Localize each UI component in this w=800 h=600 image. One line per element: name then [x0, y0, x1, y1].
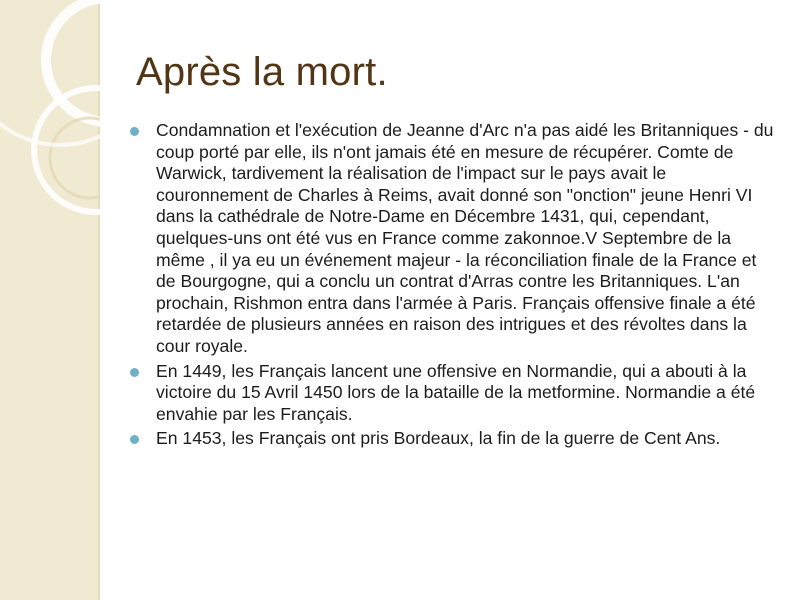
bullet-text: En 1453, les Français ont pris Bordeaux, la fin de la guerre de Cent Ans. [156, 428, 721, 449]
slide-title: Après la mort. [136, 50, 388, 94]
bullet-text: En 1449, les Français lancent une offensive en Normandie, qui a abouti à la victoire du 15 Avril 1450 lors de la bataille de la metformine. Normandie a été envahie par les Français. [156, 360, 756, 424]
ring-decoration [0, 0, 100, 600]
circle-bullet-icon [130, 435, 139, 444]
bullet-item [128, 120, 778, 358]
bullet-item [128, 428, 778, 450]
bullet-text: Condamnation et l'exécution de Jeanne d'Arc n'a pas aidé les Britanniques - du coup porté par elle, ils n'ont jamais été en mesure de récupérer. Comte de Warwick, tardivement la réalisation de l'impact sur le pays avait le couronnement de Charles à Reims, avait donné son "onction" jeune Henri VI dans la cathédrale de Notre-Dame en Décembre 1431, qui, cependant, quelques-uns ont été vus en France comme zakonnoe.V Septembre de la même , il ya eu un événement majeur - la réconciliation finale de la France et de Bourgogne, qui a conclu un contrat d'Arras contre les Britanniques. L'an prochain, Rishmon entra dans l'armée à Paris. Français offensive finale a été retardée de plusieurs années en raison des intrigues et des révoltes dans la cour royale. [156, 120, 774, 356]
circle-bullet-icon [130, 368, 139, 377]
bullet-item [128, 361, 778, 426]
circle-bullet-icon [130, 127, 139, 136]
bullet-list [128, 120, 778, 453]
